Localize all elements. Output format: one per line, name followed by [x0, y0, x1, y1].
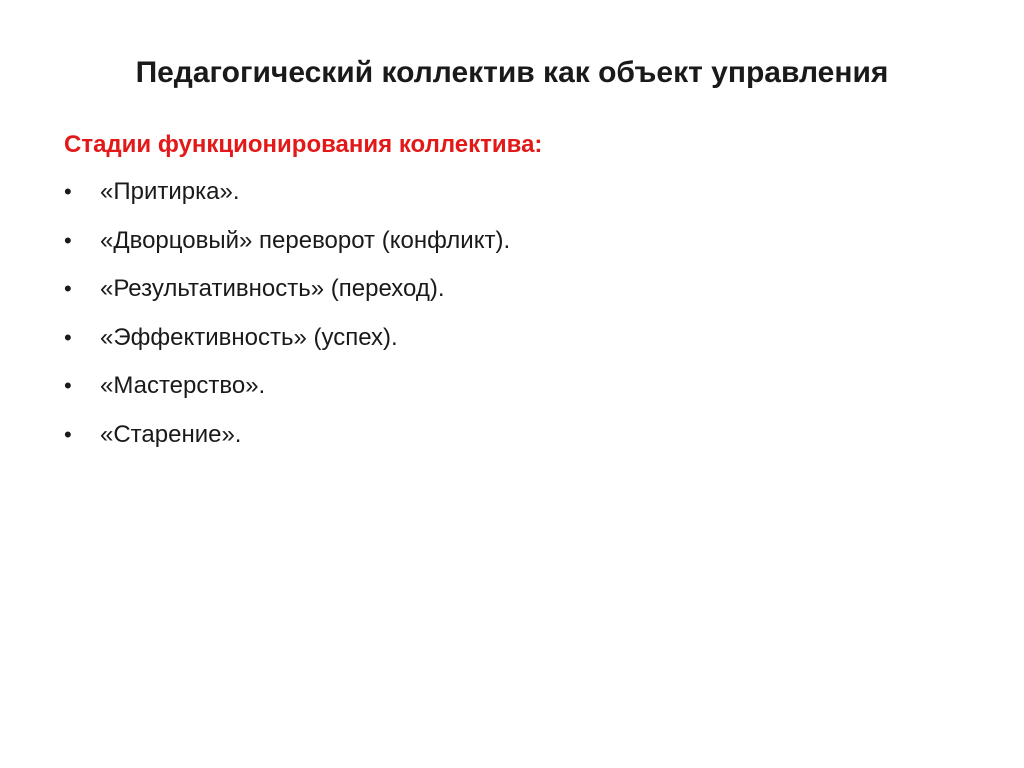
slide-content	[64, 122, 964, 459]
bullet-icon: •	[64, 373, 72, 398]
bullet-text: «Мастерство».	[100, 372, 266, 399]
bullet-item	[64, 314, 964, 363]
bullet-item	[64, 265, 964, 314]
slide-title: Педагогический коллектив как объект управления	[135, 56, 889, 89]
bullet-item	[64, 411, 964, 460]
bullet-text: «Дворцовый» переворот (конфликт).	[100, 226, 511, 254]
bullet-text: «Притирка».	[100, 178, 240, 205]
bullet-list	[64, 168, 964, 459]
bullet-item	[64, 217, 964, 266]
bullet-text: «Эффективность» (успех).	[100, 323, 398, 351]
bullet-icon: •	[64, 179, 72, 204]
bullet-icon: •	[64, 276, 72, 301]
bullet-icon: •	[64, 227, 72, 253]
bullet-item	[64, 168, 964, 217]
bullet-icon: •	[64, 324, 72, 350]
bullet-text: «Старение».	[100, 420, 242, 448]
bullet-icon: •	[64, 421, 72, 447]
bullet-item	[64, 362, 964, 411]
slide-subtitle: Стадии функционирования коллектива:	[64, 131, 543, 158]
bullet-text: «Результативность» (переход).	[100, 275, 445, 302]
